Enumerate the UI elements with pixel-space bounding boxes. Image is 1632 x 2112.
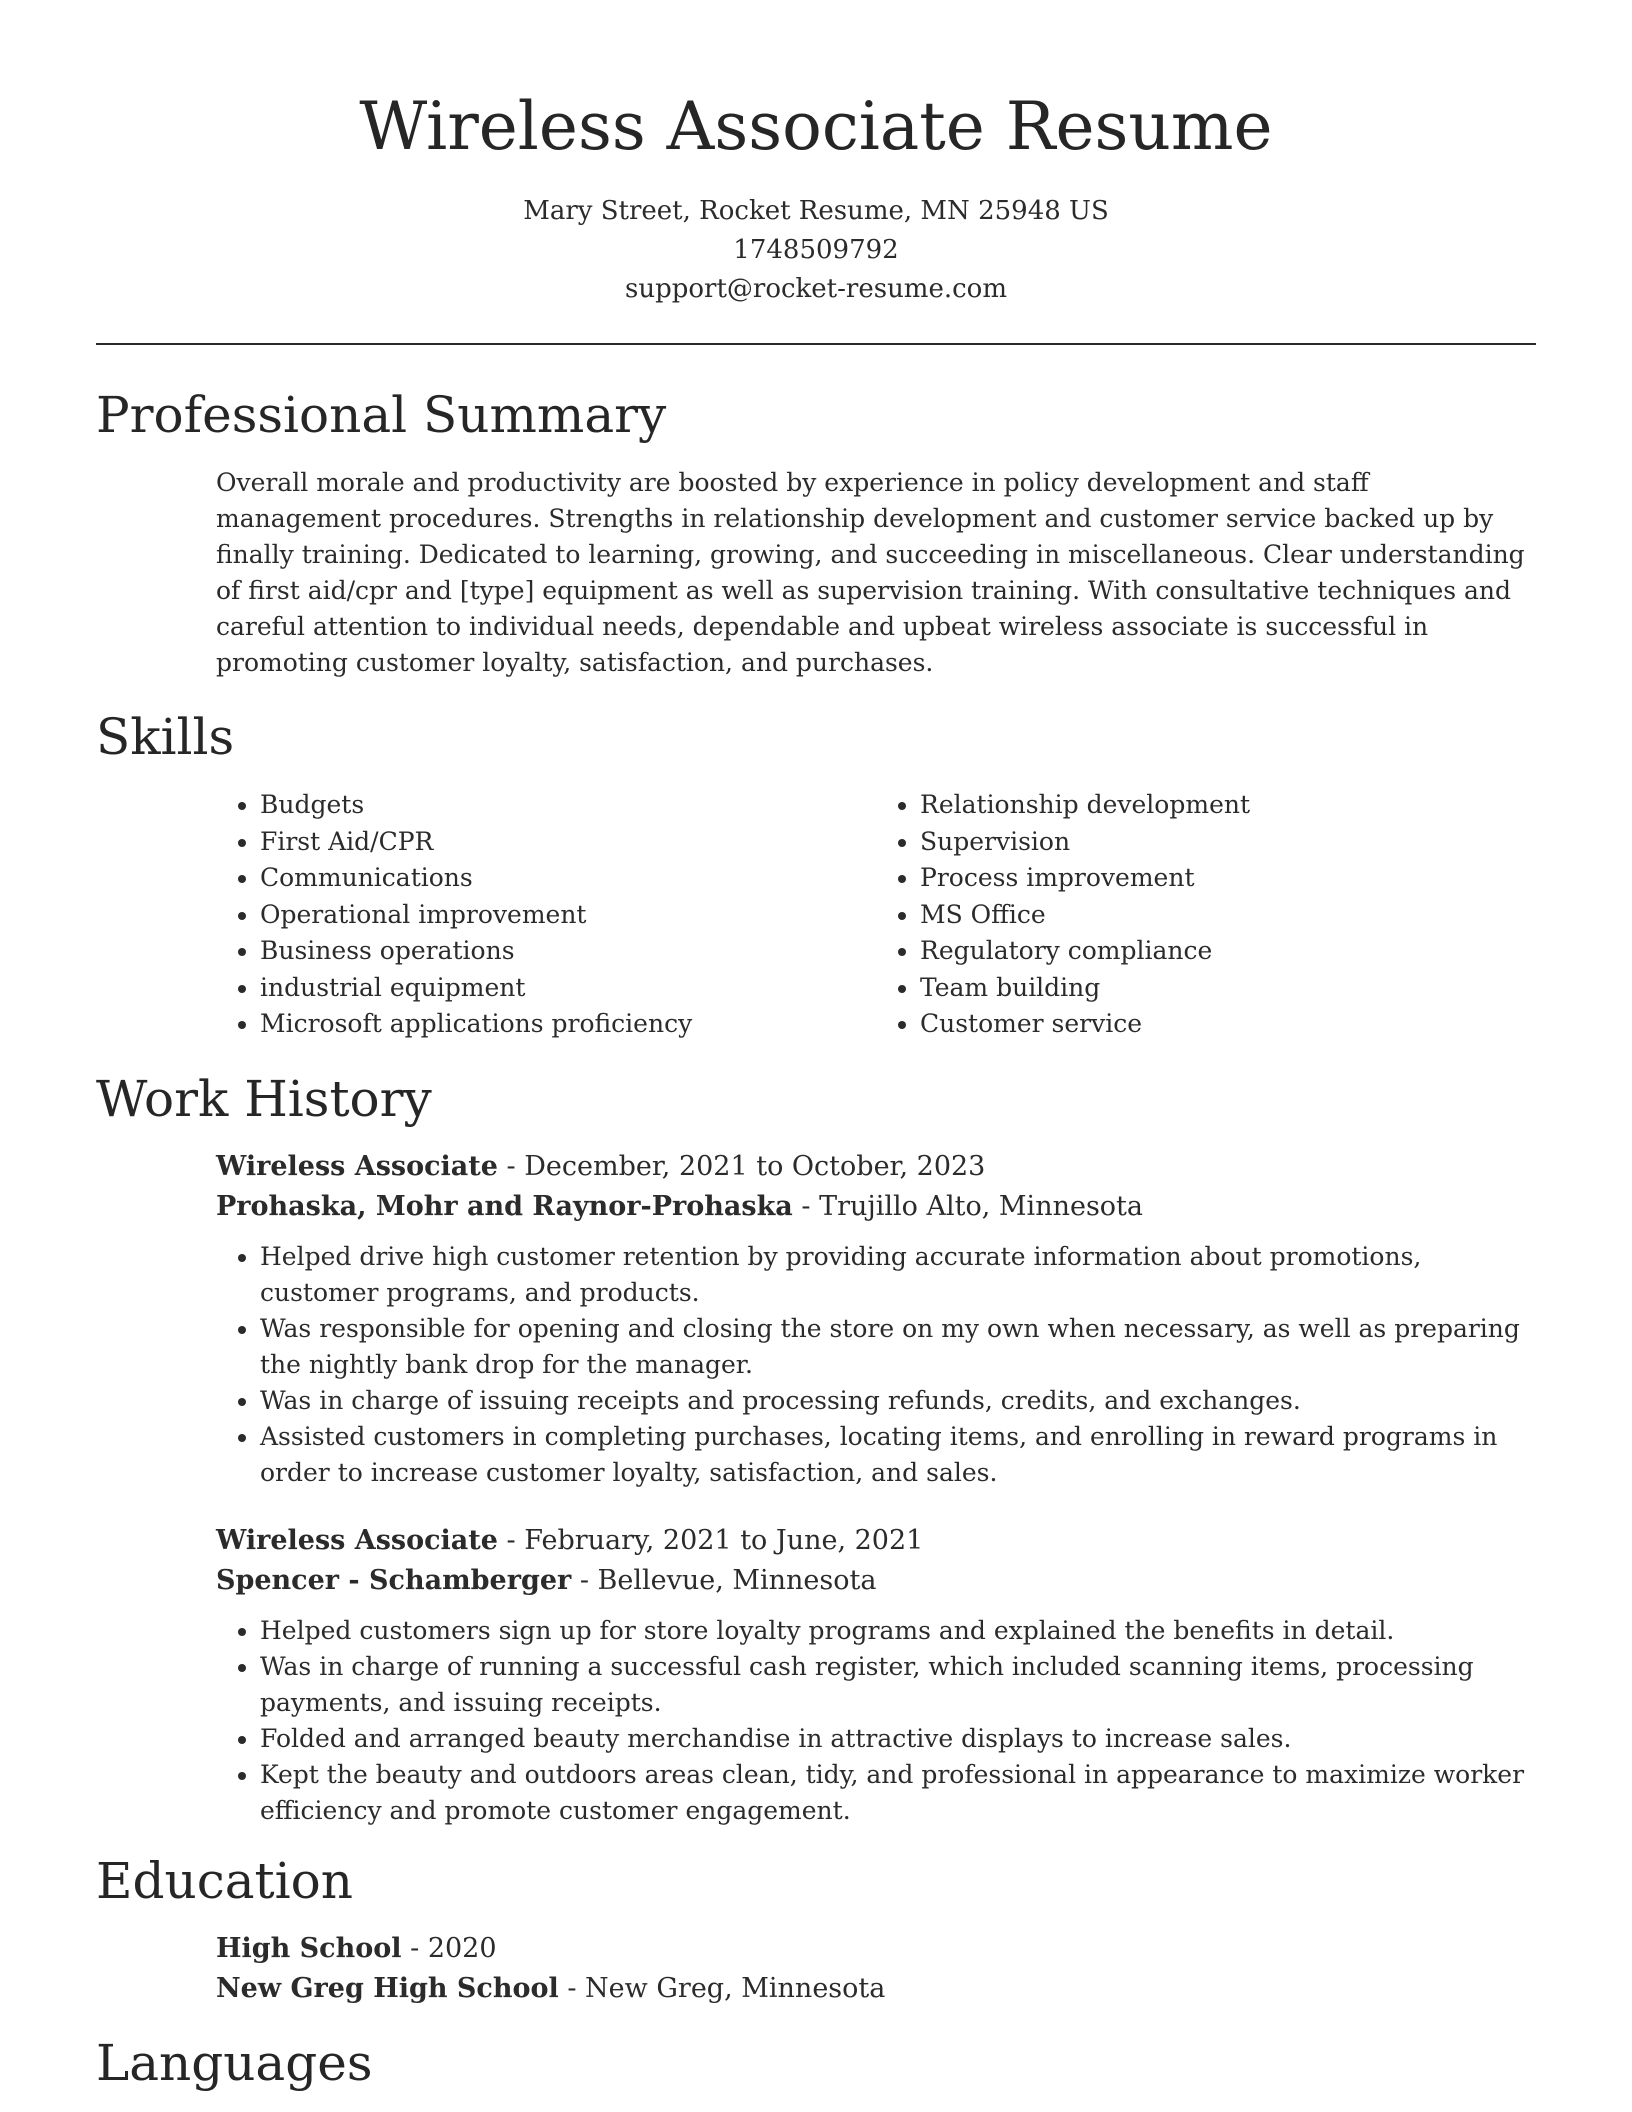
education-year: - 2020	[401, 1932, 497, 1964]
contact-address: Mary Street, Rocket Resume, MN 25948 US	[523, 196, 1109, 226]
skill-item: • Supervision	[920, 824, 1536, 861]
skill-item: • industrial equipment	[260, 970, 876, 1007]
job-role-line	[216, 1521, 1536, 1561]
job-bullet: • Was responsible for opening and closing the store on my own when necessary, as well as preparing the nightly bank drop for the manager.	[260, 1311, 1536, 1383]
summary-text: Overall morale and productivity are boosted by experience in policy development and staff management procedures. Strengths in relationship development and customer service backed up by finally training. Dedicated to learning, growing, and succeeding in miscellaneous. Clear understanding of first aid/cpr and [type] equipment as well as supervision training. With consultative techniques and careful attention to individual needs, dependable and upbeat wireless associate is successful in promoting customer loyalty, satisfaction, and purchases.	[216, 468, 1525, 677]
job-bullet: • Was in charge of issuing receipts and processing refunds, credits, and exchanges.	[260, 1383, 1536, 1419]
skill-item: • Communications	[260, 860, 876, 897]
job-bullet: • Helped drive high customer retention by providing accurate information about promotions, customer programs, and products.	[260, 1239, 1536, 1311]
job-bullet: • Was in charge of running a successful cash register, which included scanning items, processing payments, and issuing receipts.	[260, 1649, 1536, 1721]
job-bullet: • Kept the beauty and outdoors areas clean, tidy, and professional in appearance to maximize worker efficiency and promote customer engagement.	[260, 1757, 1536, 1829]
job-bullet: • Helped customers sign up for store loyalty programs and explained the benefits in detail.	[260, 1613, 1536, 1649]
skill-item: • Operational improvement	[260, 897, 876, 934]
education-school: New Greg High School	[216, 1972, 559, 2004]
job-entry	[96, 1521, 1536, 1829]
skill-item: • Business operations	[260, 933, 876, 970]
skill-item: • First Aid/CPR	[260, 824, 876, 861]
skills-column-right	[876, 787, 1536, 1043]
skills-column-left	[216, 787, 876, 1043]
job-entry	[96, 1147, 1536, 1491]
skill-item: • Team building	[920, 970, 1536, 1007]
job-company-line	[216, 1187, 1536, 1227]
resume-title: Wireless Associate Resume	[359, 88, 1273, 165]
job-dates: - December, 2021 to October, 2023	[497, 1150, 986, 1182]
languages-heading: Languages	[96, 2033, 373, 2092]
job-role-line	[216, 1147, 1536, 1187]
skill-item: • Regulatory compliance	[920, 933, 1536, 970]
summary-section	[96, 465, 1536, 681]
job-role: Wireless Associate	[216, 1150, 498, 1182]
skill-item: • MS Office	[920, 897, 1536, 934]
job-location: - Trujillo Alto, Minnesota	[792, 1190, 1144, 1222]
skill-item: • Customer service	[920, 1006, 1536, 1043]
work-history-heading: Work History	[96, 1069, 432, 1128]
job-company: Spencer - Schamberger	[216, 1564, 572, 1596]
education-entry	[96, 1929, 1536, 2009]
job-bullets	[216, 1239, 1536, 1491]
education-degree: High School	[216, 1932, 402, 1964]
skill-item: • Process improvement	[920, 860, 1536, 897]
contact-email: support@rocket-resume.com	[624, 274, 1007, 304]
skills-heading: Skills	[96, 708, 235, 766]
skill-item: • Microsoft applications proficiency	[260, 1006, 876, 1043]
resume-header	[96, 0, 1536, 309]
contact-phone: 1748509792	[733, 235, 899, 265]
job-location: - Bellevue, Minnesota	[571, 1564, 877, 1596]
contact-block	[96, 192, 1536, 309]
job-dates: - February, 2021 to June, 2021	[497, 1524, 924, 1556]
education-degree-line	[216, 1929, 1536, 1969]
header-divider	[96, 343, 1536, 345]
education-heading: Education	[96, 1851, 353, 1910]
job-bullets	[216, 1613, 1536, 1829]
job-role: Wireless Associate	[216, 1524, 498, 1556]
summary-heading: Professional Summary	[96, 386, 667, 444]
skill-item: • Relationship development	[920, 787, 1536, 824]
education-location: - New Greg, Minnesota	[558, 1972, 886, 2004]
job-company-line	[216, 1561, 1536, 1601]
skill-item: • Budgets	[260, 787, 876, 824]
education-school-line	[216, 1969, 1536, 2009]
job-company: Prohaska, Mohr and Raynor-Prohaska	[216, 1190, 793, 1222]
job-bullet: • Assisted customers in completing purchases, locating items, and enrolling in reward programs in order to increase customer loyalty, satisfaction, and sales.	[260, 1419, 1536, 1491]
skills-grid	[96, 787, 1536, 1043]
job-bullet: • Folded and arranged beauty merchandise in attractive displays to increase sales.	[260, 1721, 1536, 1757]
